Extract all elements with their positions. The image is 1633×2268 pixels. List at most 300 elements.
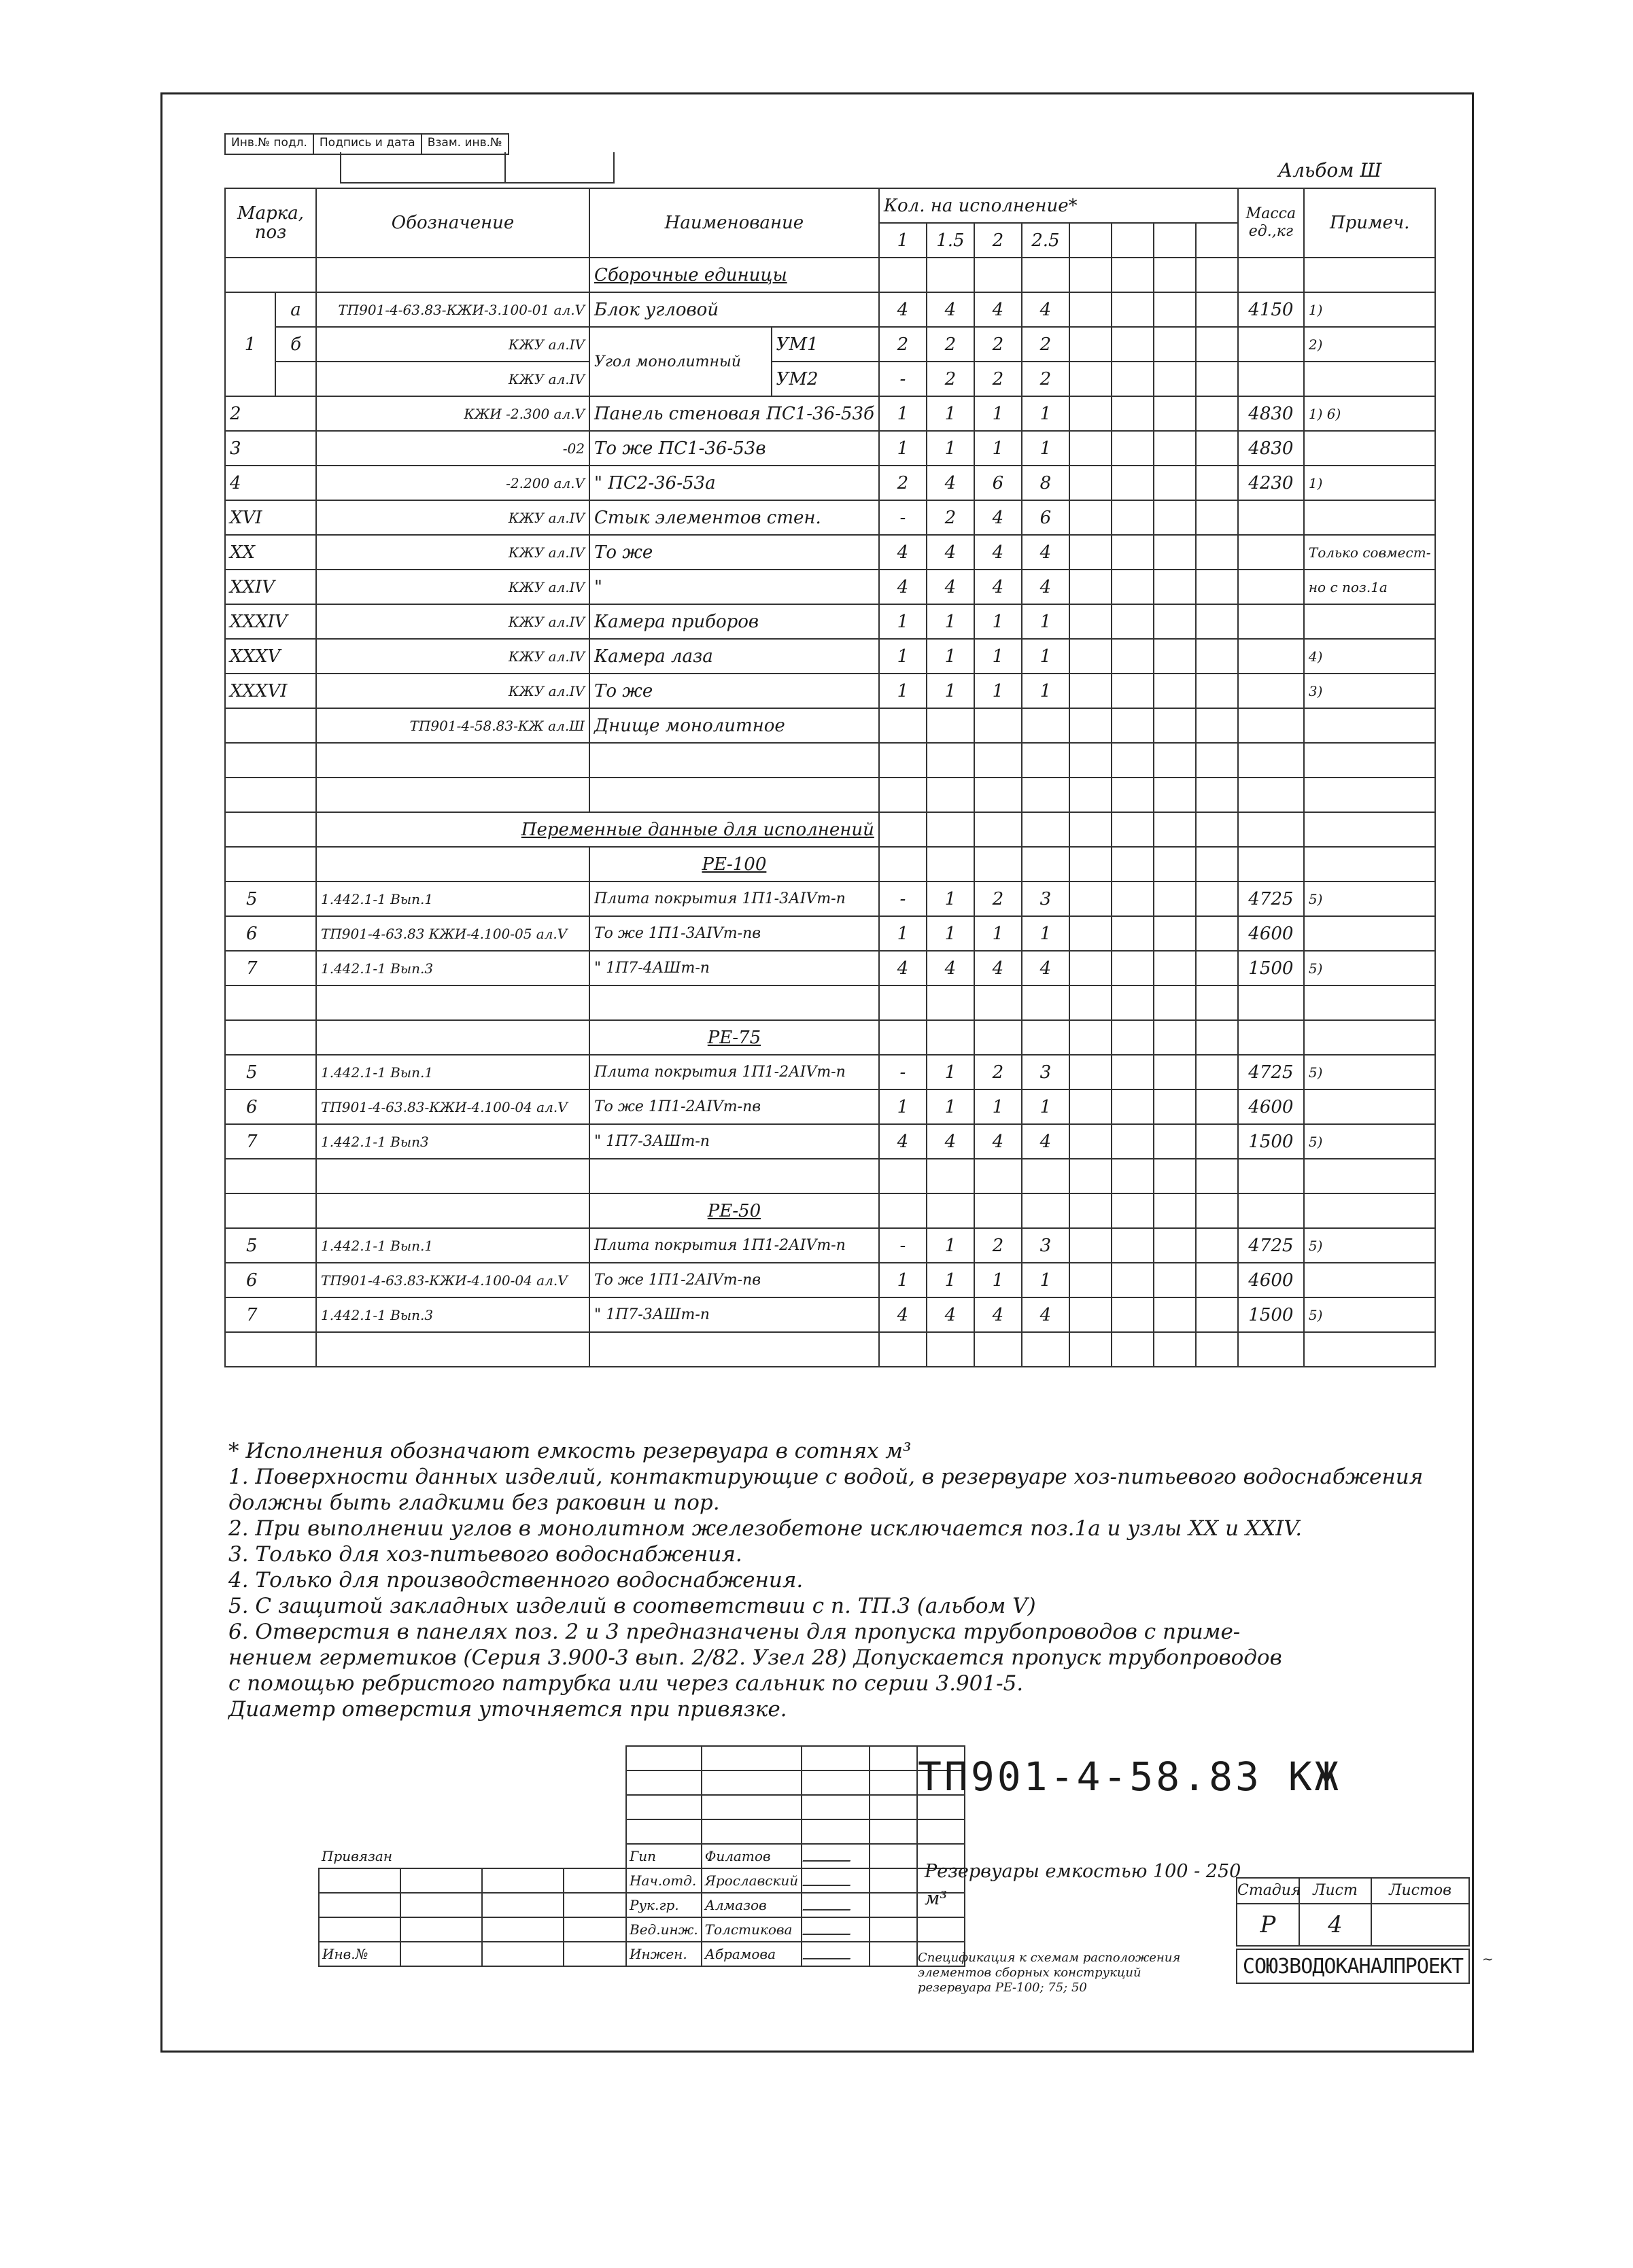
row-qty: 1 xyxy=(974,916,1022,951)
row-qty: 1 xyxy=(974,1263,1022,1297)
signature-mark xyxy=(802,1872,855,1886)
row-qty: 1 xyxy=(927,882,974,916)
row-submark: а xyxy=(275,292,316,327)
row-mark: XXXIV xyxy=(225,604,316,639)
row-qty: 2 xyxy=(1022,327,1069,362)
row-qty: 4 xyxy=(974,570,1022,604)
row-mass xyxy=(1238,500,1304,535)
row-name-sub: УМ1 xyxy=(772,327,879,362)
row-note: 5) xyxy=(1304,1297,1436,1332)
note-line: должны быть гладкими без раковин и пор. xyxy=(228,1490,720,1515)
row-qty: 6 xyxy=(974,466,1022,500)
row-qty: 1 xyxy=(927,431,974,466)
specification-table xyxy=(224,188,1436,1367)
row-qty: 4 xyxy=(1022,535,1069,570)
row-name: Плита покрытия 1П1-2АIVт-п xyxy=(589,1055,879,1089)
row-designation: -2.200 ал.V xyxy=(316,466,589,500)
section-variable xyxy=(225,812,1435,847)
stage-label: Стадия xyxy=(1237,1879,1300,1904)
row-qty: 4 xyxy=(879,570,927,604)
row-designation: КЖУ ал.IV xyxy=(316,604,589,639)
row-qty: 1 xyxy=(927,1055,974,1089)
row-qty: 1 xyxy=(879,1263,927,1297)
row-designation: 1.442.1-1 Вып.3 xyxy=(316,1297,589,1332)
row-qty: 1 xyxy=(927,1228,974,1263)
row-qty: 2 xyxy=(927,327,974,362)
row-qty: 1 xyxy=(927,1089,974,1124)
signature xyxy=(802,1868,870,1893)
row-mass: 1500 xyxy=(1238,1297,1304,1332)
table-row xyxy=(225,466,1435,500)
row-note: 5) xyxy=(1304,951,1436,985)
note-line: с помощью ребристого патрубка или через сальник по серии 3.901-5. xyxy=(228,1671,1024,1696)
row-qty: 4 xyxy=(974,500,1022,535)
row-note xyxy=(1304,916,1436,951)
row-mass: 4830 xyxy=(1238,396,1304,431)
sheet-desc-line-3: резервуара РЕ-100; 75; 50 xyxy=(918,1981,1087,1995)
row-qty: 2 xyxy=(879,327,927,362)
group-title-2 xyxy=(225,1020,1435,1055)
row-mark: XXXV xyxy=(225,639,316,674)
row-designation: ТП901-4-63.83-КЖИ-4.100-04 ал.V xyxy=(316,1263,589,1297)
note-line: 6. Отверстия в панелях поз. 2 и 3 предназначены для пропуска трубопроводов с приме- xyxy=(228,1620,1241,1644)
group-title-1-label: РЕ-100 xyxy=(589,847,879,882)
row-qty: 1 xyxy=(879,396,927,431)
row-mark: 6 xyxy=(225,1263,316,1297)
stamp-inv-orig: Инв.№ подл. xyxy=(226,135,314,154)
section-assembly-label: Сборочные единицы xyxy=(589,258,879,292)
row-mark: 4 xyxy=(225,466,316,500)
row-mass: 4725 xyxy=(1238,1228,1304,1263)
row-qty: 4 xyxy=(927,570,974,604)
row-mark: XX xyxy=(225,535,316,570)
table-row xyxy=(225,570,1435,604)
row-qty: 1 xyxy=(879,431,927,466)
row-qty: 1 xyxy=(1022,1263,1069,1297)
row-qty: 1 xyxy=(879,639,927,674)
row-mass xyxy=(1238,362,1304,396)
row-name: Днище монолитное xyxy=(589,708,879,743)
row-qty xyxy=(927,708,974,743)
table-row xyxy=(225,639,1435,674)
stage-sheet-box xyxy=(1236,1877,1470,1947)
row-name: Плита покрытия 1П1-2АIVт-п xyxy=(589,1228,879,1263)
table-row xyxy=(225,1297,1435,1332)
row-qty: 1 xyxy=(927,639,974,674)
row-qty: 1 xyxy=(974,1089,1022,1124)
row-qty: 4 xyxy=(879,535,927,570)
row-mass xyxy=(1238,674,1304,708)
row-designation: КЖИ -2.300 ал.V xyxy=(316,396,589,431)
empty-row xyxy=(225,743,1435,778)
sheets-label: Листов xyxy=(1372,1879,1468,1904)
row-mass xyxy=(1238,708,1304,743)
role-name: Абрамова xyxy=(702,1942,802,1966)
empty-row xyxy=(225,778,1435,812)
sheet-label: Лист xyxy=(1300,1879,1372,1904)
row-qty: 4 xyxy=(927,1124,974,1159)
row-note: но с поз.1а xyxy=(1304,570,1436,604)
note-line: 4. Только для производственного водоснабжения. xyxy=(228,1568,804,1592)
row-qty: 8 xyxy=(1022,466,1069,500)
footnotes xyxy=(228,1438,1459,1722)
row-mass xyxy=(1238,570,1304,604)
row-qty: 4 xyxy=(974,1297,1022,1332)
row-note: 4) xyxy=(1304,639,1436,674)
row-name: Камера приборов xyxy=(589,604,879,639)
row-qty: 4 xyxy=(879,1124,927,1159)
role-title: Вед.инж. xyxy=(626,1917,702,1942)
row-name: Плита покрытия 1П1-3АIVт-п xyxy=(589,882,879,916)
row-mass: 4725 xyxy=(1238,1055,1304,1089)
row-name: То же xyxy=(589,674,879,708)
row-note: 2) xyxy=(1304,327,1436,362)
row-qty: 4 xyxy=(1022,292,1069,327)
row-note xyxy=(1304,1263,1436,1297)
signature-mark xyxy=(802,1848,855,1862)
row-qty: 4 xyxy=(974,951,1022,985)
table-row xyxy=(225,1055,1435,1089)
row-qty: - xyxy=(879,1228,927,1263)
role-title: Нач.отд. xyxy=(626,1868,702,1893)
row-name: " 1П7-3АШт-п xyxy=(589,1297,879,1332)
row-mass: 4600 xyxy=(1238,1089,1304,1124)
table-row xyxy=(225,500,1435,535)
empty-row xyxy=(225,1159,1435,1193)
signature xyxy=(802,1942,870,1966)
row-name: Камера лаза xyxy=(589,639,879,674)
row-mass xyxy=(1238,327,1304,362)
row-note: Только совмест- xyxy=(1304,535,1436,570)
note-line: Диаметр отверстия уточняется при привязке. xyxy=(228,1697,787,1722)
row-qty: 2 xyxy=(927,500,974,535)
role-title: Гип xyxy=(626,1844,702,1868)
row-designation: 1.442.1-1 Вып3 xyxy=(316,1124,589,1159)
table-row xyxy=(225,951,1435,985)
sheet-description xyxy=(918,1951,1231,1995)
row-qty: - xyxy=(879,362,927,396)
row-qty: 1 xyxy=(927,916,974,951)
row-designation: КЖУ ал.IV xyxy=(316,639,589,674)
stamp-replace-inv: Взам. инв.№ xyxy=(427,136,502,150)
project-title-text: Резервуары емкостью 100 - 250 м³ xyxy=(925,1861,1241,1909)
row-qty: 4 xyxy=(879,1297,927,1332)
row-name: Панель стеновая ПС1-36-53б xyxy=(589,396,879,431)
group-title-2-label: РЕ-75 xyxy=(589,1020,879,1055)
row-mass xyxy=(1238,639,1304,674)
row-note: 5) xyxy=(1304,1228,1436,1263)
row-mass: 1500 xyxy=(1238,951,1304,985)
row-mark: 2 xyxy=(225,396,316,431)
row-note: 1) xyxy=(1304,466,1436,500)
table-row xyxy=(225,1124,1435,1159)
row-qty: 4 xyxy=(927,466,974,500)
header-qty: Кол. на исполнение* xyxy=(879,188,1238,223)
stage-value: Р xyxy=(1237,1904,1300,1945)
row-note xyxy=(1304,1089,1436,1124)
row-qty: 1 xyxy=(974,396,1022,431)
row-designation: ТП901-4-63.83-КЖИ-3.100-01 ал.V xyxy=(316,292,589,327)
note-line: 5. С защитой закладных изделий в соответствии с п. ТП.3 (альбом V) xyxy=(228,1594,1036,1618)
title-row-blank xyxy=(319,1819,965,1844)
title-row-role xyxy=(319,1917,965,1942)
row-designation: ТП901-4-63.83-КЖИ-4.100-04 ал.V xyxy=(316,1089,589,1124)
row-qty: - xyxy=(879,500,927,535)
row-note xyxy=(1304,500,1436,535)
row-designation: КЖУ ал.IV xyxy=(316,535,589,570)
sheet-value: 4 xyxy=(1300,1904,1372,1945)
table-row xyxy=(225,1263,1435,1297)
row-note xyxy=(1304,604,1436,639)
row-name: То же ПС1-36-53в xyxy=(589,431,879,466)
row-mark xyxy=(225,708,316,743)
bound-label: Привязан xyxy=(322,1847,393,1864)
header-row xyxy=(225,188,1435,223)
row-qty: 4 xyxy=(1022,1297,1069,1332)
signature xyxy=(802,1893,870,1917)
row-qty: 1 xyxy=(879,674,927,708)
row-qty: 4 xyxy=(974,1124,1022,1159)
row-mass: 4230 xyxy=(1238,466,1304,500)
row-qty: 1 xyxy=(879,1089,927,1124)
table-row xyxy=(225,535,1435,570)
institute-name: СОЮЗВОДОКАНАЛПРОЕКТ xyxy=(1236,1949,1470,1984)
archive-stamp-lower xyxy=(340,152,615,184)
row-designation: 1.442.1-1 Вып.1 xyxy=(316,882,589,916)
table-row xyxy=(225,362,1435,396)
signature xyxy=(802,1917,870,1942)
row-designation: КЖУ ал.IV xyxy=(316,500,589,535)
row-name: " 1П7-4АШт-п xyxy=(589,951,879,985)
row-note: 1) xyxy=(1304,292,1436,327)
table-row xyxy=(225,916,1435,951)
row-designation: 1.442.1-1 Вып.3 xyxy=(316,951,589,985)
row-mark: 3 xyxy=(225,431,316,466)
row-qty xyxy=(1022,708,1069,743)
row-qty: 6 xyxy=(1022,500,1069,535)
note-line: 3. Только для хоз-питьевого водоснабжения. xyxy=(228,1542,742,1567)
row-mark: 6 xyxy=(225,1089,316,1124)
row-mass: 4830 xyxy=(1238,431,1304,466)
header-variant-1: 1 xyxy=(879,223,927,258)
row-mass: 4600 xyxy=(1238,916,1304,951)
row-name: " ПС2-36-53а xyxy=(589,466,879,500)
row-qty: 4 xyxy=(1022,570,1069,604)
header-variant-2: 1.5 xyxy=(927,223,974,258)
row-mark: 5 xyxy=(225,1228,316,1263)
header-designation: Обозначение xyxy=(316,188,589,258)
row-designation: КЖУ ал.IV xyxy=(316,674,589,708)
role-title: Рук.гр. xyxy=(626,1893,702,1917)
row-qty: 1 xyxy=(1022,1089,1069,1124)
row-mark: XVI xyxy=(225,500,316,535)
title-row-role xyxy=(319,1844,965,1868)
role-name: Толстикова xyxy=(702,1917,802,1942)
title-row-blank xyxy=(319,1746,965,1770)
header-mark: Марка, поз xyxy=(225,188,316,258)
row-qty: 2 xyxy=(974,362,1022,396)
row-name: То же 1П1-2АIVт-пв xyxy=(589,1263,879,1297)
row-mark: 7 xyxy=(225,951,316,985)
note-line: нением герметиков (Серия 3.900-3 вып. 2/82. Узел 28) Допускается пропуск трубопроводов xyxy=(228,1645,1282,1670)
row-mark: 1 xyxy=(225,292,275,396)
row-qty: 1 xyxy=(927,674,974,708)
empty-row xyxy=(225,985,1435,1020)
row-name-sub: УМ2 xyxy=(772,362,879,396)
row-qty xyxy=(974,708,1022,743)
table-row xyxy=(225,431,1435,466)
header-variant-4: 2.5 xyxy=(1022,223,1069,258)
row-note: 5) xyxy=(1304,882,1436,916)
title-row-role xyxy=(319,1893,965,1917)
row-qty: 4 xyxy=(927,535,974,570)
row-qty: 1 xyxy=(974,604,1022,639)
header-note: Примеч. xyxy=(1304,188,1436,258)
note-line: 1. Поверхности данных изделий, контактирующие с водой, в резервуаре хоз-питьевого водоснабжения xyxy=(228,1465,1424,1489)
row-qty: 1 xyxy=(927,396,974,431)
row-qty: 4 xyxy=(974,535,1022,570)
row-mass: 4600 xyxy=(1238,1263,1304,1297)
row-name: " 1П7-3АШт-п xyxy=(589,1124,879,1159)
row-qty: 1 xyxy=(974,639,1022,674)
row-mass xyxy=(1238,604,1304,639)
row-qty: 1 xyxy=(1022,674,1069,708)
row-submark xyxy=(275,362,316,396)
row-qty: 1 xyxy=(879,604,927,639)
sheet-desc-line-2: элементов сборных конструкций xyxy=(918,1966,1141,1980)
row-name: Стык элементов стен. xyxy=(589,500,879,535)
row-qty: 1 xyxy=(927,1263,974,1297)
row-qty: 2 xyxy=(974,327,1022,362)
role-name: Алмазов xyxy=(702,1893,802,1917)
row-qty: 1 xyxy=(1022,604,1069,639)
row-qty: 4 xyxy=(927,951,974,985)
note-line: 2. При выполнении углов в монолитном железобетоне исключается поз.1а и узлы XX и XXIV. xyxy=(228,1516,1303,1541)
row-designation: КЖУ ал.IV xyxy=(316,327,589,362)
row-qty: 2 xyxy=(974,1228,1022,1263)
row-mark: 6 xyxy=(225,916,316,951)
project-title xyxy=(925,1858,1244,1913)
title-row-role xyxy=(319,1868,965,1893)
row-mark: 7 xyxy=(225,1297,316,1332)
row-qty xyxy=(879,708,927,743)
stamp-sign-date: Подпись и дата xyxy=(314,135,422,154)
row-qty: 1 xyxy=(1022,916,1069,951)
row-qty: 2 xyxy=(879,466,927,500)
section-assembly xyxy=(225,258,1435,292)
table-row xyxy=(225,1228,1435,1263)
drawing-code: ТП901-4-58.83 КЖ xyxy=(918,1754,1341,1800)
row-mass xyxy=(1238,535,1304,570)
role-name: Ярославский xyxy=(702,1868,802,1893)
row-name: " xyxy=(589,570,879,604)
table-row xyxy=(225,882,1435,916)
empty-row xyxy=(225,1332,1435,1367)
group-title-3 xyxy=(225,1193,1435,1228)
section-variable-label: Переменные данные для исполнений xyxy=(316,812,879,847)
row-name: То же 1П1-2АIVт-пв xyxy=(589,1089,879,1124)
inv-label: Инв.№ xyxy=(319,1942,400,1966)
row-qty: 4 xyxy=(879,951,927,985)
row-designation: КЖУ ал.IV xyxy=(316,570,589,604)
row-qty: 4 xyxy=(927,1297,974,1332)
sheet-desc-line-1: Спецификация к схемам расположения xyxy=(918,1951,1181,1965)
note-line: * Исполнения обозначают емкость резервуара в сотнях м³ xyxy=(228,1439,912,1463)
title-row-blank xyxy=(319,1770,965,1795)
title-row-blank xyxy=(319,1795,965,1819)
table-row xyxy=(225,674,1435,708)
row-mark: XXIV xyxy=(225,570,316,604)
header-empty-col xyxy=(1112,223,1154,258)
table-row xyxy=(225,1089,1435,1124)
table-row xyxy=(225,292,1435,327)
group-title-3-label: РЕ-50 xyxy=(589,1193,879,1228)
header-empty-col xyxy=(1196,223,1238,258)
row-mark: 5 xyxy=(225,1055,316,1089)
header-mass: Масса ед.,кг xyxy=(1238,188,1304,258)
row-name: То же 1П1-3АIVт-пв xyxy=(589,916,879,951)
row-note xyxy=(1304,362,1436,396)
row-qty: 4 xyxy=(1022,951,1069,985)
row-qty: 3 xyxy=(1022,882,1069,916)
row-designation: ТП901-4-63.83 КЖИ-4.100-05 ал.V xyxy=(316,916,589,951)
table-row xyxy=(225,327,1435,362)
row-qty: 4 xyxy=(974,292,1022,327)
row-note: 3) xyxy=(1304,674,1436,708)
row-qty: 2 xyxy=(974,1055,1022,1089)
row-mark: XXXVI xyxy=(225,674,316,708)
row-designation: 1.442.1-1 Вып.1 xyxy=(316,1055,589,1089)
row-mark: 7 xyxy=(225,1124,316,1159)
row-qty: 4 xyxy=(879,292,927,327)
row-designation: 1.442.1-1 Вып.1 xyxy=(316,1228,589,1263)
title-block-table xyxy=(318,1745,965,1967)
margin-mark: ~ xyxy=(1482,1951,1494,1967)
signature-mark xyxy=(802,1897,855,1911)
row-qty: 1 xyxy=(1022,396,1069,431)
header-variant-3: 2 xyxy=(974,223,1022,258)
row-qty: 1 xyxy=(1022,431,1069,466)
signature xyxy=(802,1844,870,1868)
row-submark: б xyxy=(275,327,316,362)
row-qty: 1 xyxy=(879,916,927,951)
row-name: То же xyxy=(589,535,879,570)
row-qty: 2 xyxy=(927,362,974,396)
row-qty: 1 xyxy=(927,604,974,639)
row-qty: 3 xyxy=(1022,1055,1069,1089)
header-name: Наименование xyxy=(589,188,879,258)
row-note: 5) xyxy=(1304,1055,1436,1089)
row-qty: 1 xyxy=(1022,639,1069,674)
header-empty-col xyxy=(1069,223,1112,258)
row-qty: 3 xyxy=(1022,1228,1069,1263)
row-note xyxy=(1304,708,1436,743)
table-row xyxy=(225,604,1435,639)
role-title: Инжен. xyxy=(626,1942,702,1966)
signature-mark xyxy=(802,1921,855,1935)
header-empty-col xyxy=(1154,223,1196,258)
signature-mark xyxy=(802,1946,855,1959)
row-qty: 4 xyxy=(1022,1124,1069,1159)
row-name: Угол монолитный xyxy=(589,327,772,396)
row-mass: 4725 xyxy=(1238,882,1304,916)
table-row xyxy=(225,396,1435,431)
row-note: 5) xyxy=(1304,1124,1436,1159)
album-label: Альбом Ш xyxy=(1278,159,1382,181)
row-note: 1) 6) xyxy=(1304,396,1436,431)
row-qty: 2 xyxy=(1022,362,1069,396)
row-designation: ТП901-4-58.83-КЖ ал.Ш xyxy=(316,708,589,743)
